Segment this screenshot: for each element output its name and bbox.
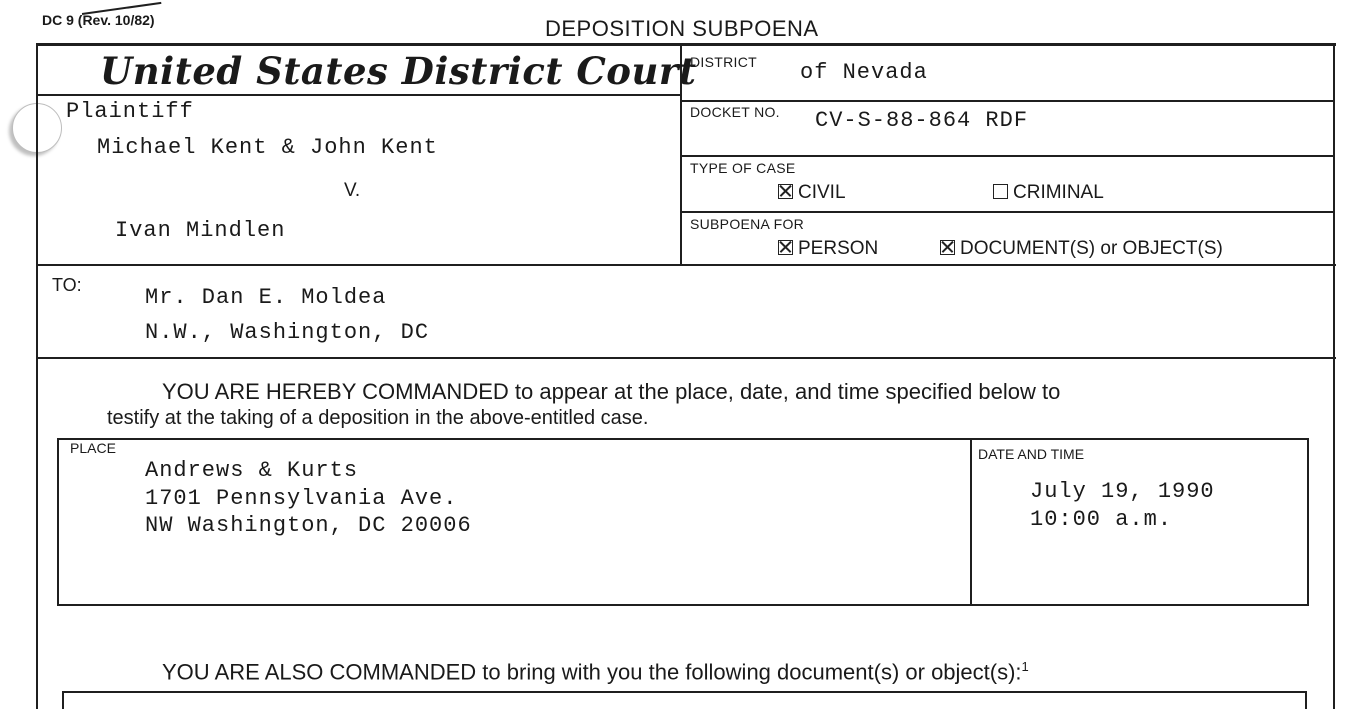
- time-value: 10:00 a.m.: [1030, 507, 1173, 532]
- to-bottom: [36, 357, 1336, 359]
- right-border: [1333, 43, 1335, 709]
- also-lead: YOU ARE ALSO COMMANDED: [162, 659, 477, 685]
- form-number: DC 9 (Rev. 10/82): [42, 12, 155, 28]
- civil-label: CIVIL: [798, 182, 846, 203]
- place-line-1: Andrews & Kurts: [145, 458, 359, 483]
- subpoena-document: [940, 238, 1223, 260]
- place-date-divider: [970, 438, 972, 606]
- date-time-label: DATE AND TIME: [978, 446, 1085, 462]
- case-type-civil: [778, 182, 846, 204]
- case-type-label: TYPE OF CASE: [690, 160, 796, 176]
- case-type-criminal: [993, 182, 1104, 204]
- district-label: DISTRICT: [690, 54, 757, 70]
- command-line-1: [162, 379, 1060, 405]
- criminal-checkbox: [993, 184, 1008, 199]
- court-name: United States District Court: [100, 49, 697, 93]
- place-line-3: NW Washington, DC 20006: [145, 513, 472, 538]
- left-border: [36, 43, 38, 709]
- footnote-marker: 1: [1021, 659, 1029, 674]
- command-rest: to appear at the place, date, and time specified below to: [508, 379, 1061, 404]
- caption-bottom: [36, 264, 1336, 266]
- place-line-2: 1701 Pennsylvania Ave.: [145, 486, 458, 511]
- also-commanded: [162, 659, 1029, 685]
- docket-label: DOCKET NO.: [690, 104, 780, 120]
- command-lead: YOU ARE HEREBY COMMANDED: [162, 379, 509, 404]
- court-underline: [36, 94, 682, 96]
- to-name: Mr. Dan E. Moldea: [145, 285, 387, 310]
- form-title: DEPOSITION SUBPOENA: [545, 16, 819, 41]
- district-underline: [680, 100, 1335, 102]
- defendant-name: Ivan Mindlen: [115, 218, 286, 243]
- to-label: TO:: [52, 275, 82, 295]
- criminal-label: CRIMINAL: [1013, 182, 1104, 203]
- also-rest: to bring with you the following document(s) or object(s):: [476, 659, 1022, 685]
- case-type-underline: [680, 211, 1335, 213]
- docket-underline: [680, 155, 1335, 157]
- date-value: July 19, 1990: [1030, 479, 1215, 504]
- top-border: [36, 43, 1336, 46]
- plaintiff-label: Plaintiff: [66, 99, 194, 124]
- command-line-2: testify at the taking of a deposition in the above-entitled case.: [107, 407, 649, 429]
- subpoena-for-label: SUBPOENA FOR: [690, 216, 805, 232]
- place-label: PLACE: [70, 440, 116, 456]
- plaintiff-names: Michael Kent & John Kent: [97, 135, 438, 160]
- documents-box-top: [62, 691, 1307, 693]
- person-checkbox-checked: [778, 240, 793, 255]
- district-value: of Nevada: [800, 60, 928, 85]
- subpoena-person: [778, 238, 878, 260]
- docket-value: CV-S-88-864 RDF: [815, 108, 1029, 133]
- to-address: N.W., Washington, DC: [145, 320, 430, 345]
- documents-box-left: [62, 691, 64, 709]
- person-label: PERSON: [798, 238, 879, 259]
- documents-box-right: [1305, 691, 1307, 709]
- civil-checkbox-checked: [778, 184, 793, 199]
- document-label: DOCUMENT(S) or OBJECT(S): [960, 238, 1223, 259]
- document-checkbox-checked: [940, 240, 955, 255]
- versus: V.: [344, 180, 361, 201]
